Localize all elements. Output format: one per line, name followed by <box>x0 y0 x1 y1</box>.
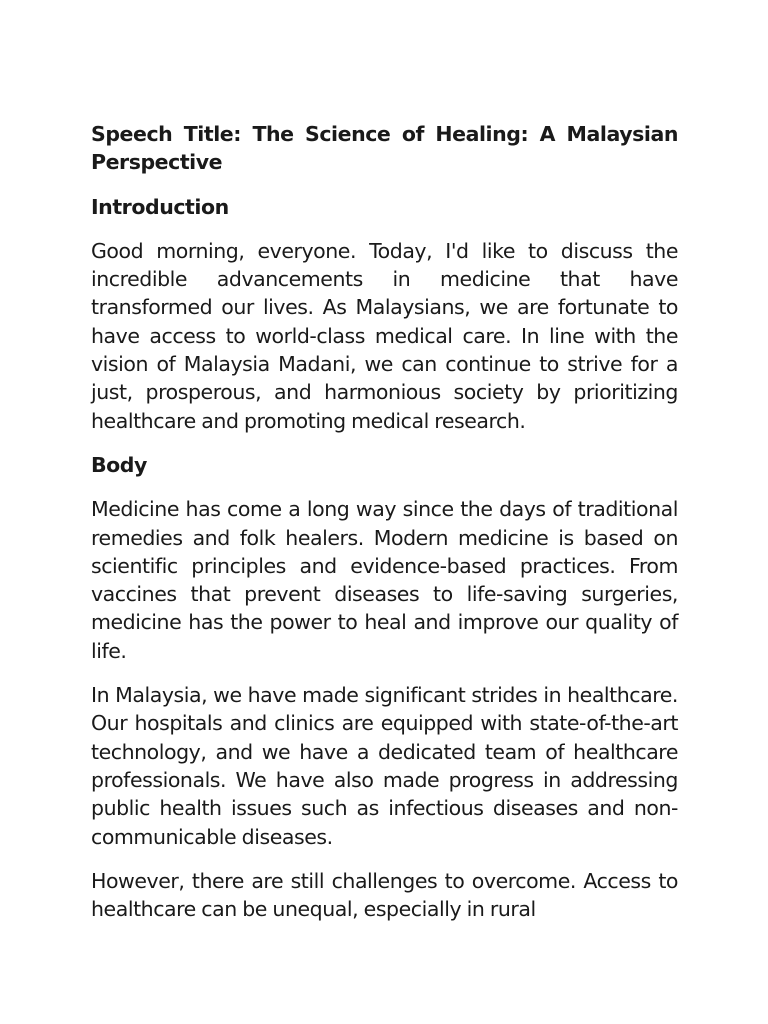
body-paragraph-1: Medicine has come a long way since the days of traditional remedies and folk healers. Modern medicine is based on scientific principles and evidence-based practices. From vaccines that prevent diseases to life-saving surgeries, medicine has the power to heal and improve our quality of life. <box>91 497 678 663</box>
body-heading: Body <box>91 452 147 477</box>
speech-content <box>91 120 678 939</box>
introduction-paragraph: Good morning, everyone. Today, I'd like to discuss the incredible advancements in medicine that have transformed our lives. As Malaysians, we are fortunate to have access to world-class medical care. In line with the vision of Malaysia Madani, we can continue to strive for a just, prosperous, and harmonious society by prioritizing healthcare and promoting medical research. <box>91 238 678 433</box>
body-paragraph-2: In Malaysia, we have made significant strides in healthcare. Our hospitals and clinics are equipped with state-of-the-art technology, and we have a dedicated team of healthcare professionals. We have also made progress in addressing public health issues such as infectious diseases and non-communicable diseases. <box>91 683 678 849</box>
introduction-heading: Introduction <box>91 194 229 219</box>
body-paragraph-3: However, there are still challenges to overcome. Access to healthcare can be unequal, especially in rural <box>91 868 678 922</box>
speech-title: Speech Title: The Science of Healing: A Malaysian Perspective <box>91 122 678 175</box>
